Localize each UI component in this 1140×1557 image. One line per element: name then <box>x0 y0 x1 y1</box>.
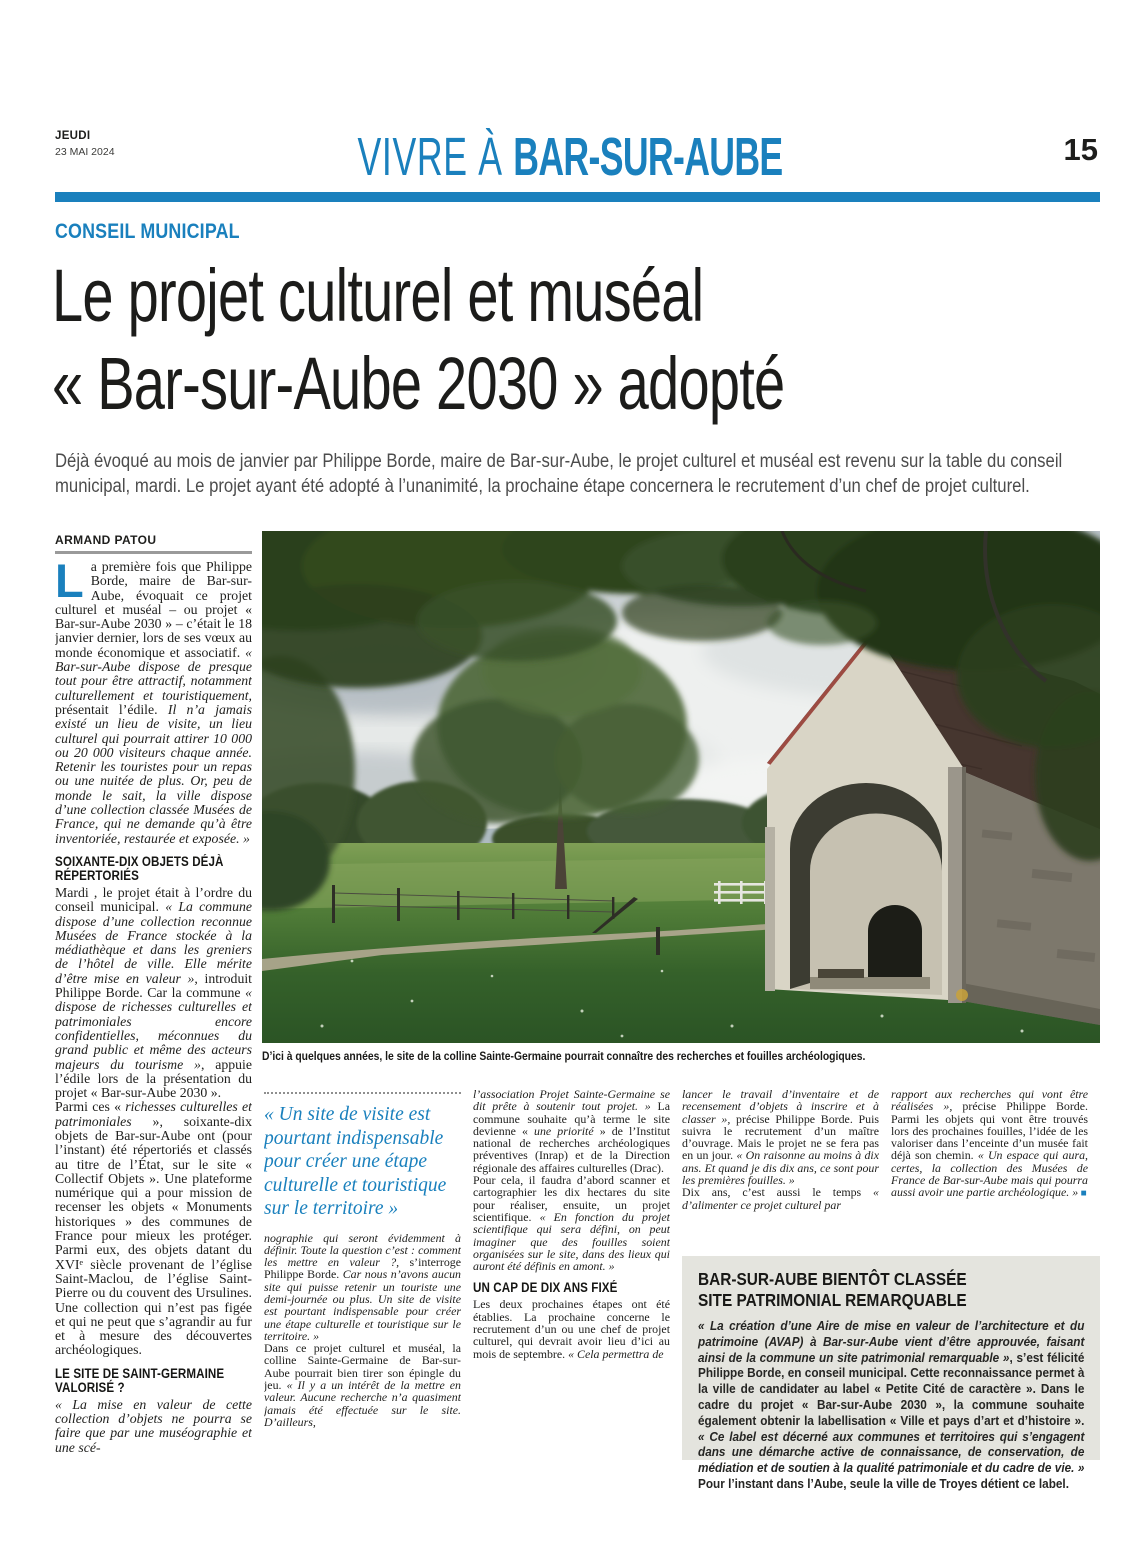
section-title-bold: BAR-SUR-AUBE <box>513 127 783 187</box>
masthead-date: 23 MAI 2024 <box>55 146 115 158</box>
body-paragraph: « La mise en valeur de cette collection d’objets ne pourra se faire que par une muséographie et une scé- <box>55 1396 252 1455</box>
info-box <box>682 1256 1100 1491</box>
section-title <box>194 126 946 188</box>
article-column-5 <box>891 1088 1088 1258</box>
byline: ARMAND PATOU <box>55 533 157 547</box>
article-column-3 <box>473 1088 670 1462</box>
end-square-icon: ■ <box>1078 1188 1087 1200</box>
article-column-1 <box>55 560 252 1460</box>
body-paragraph: La première fois que Philippe Borde, maire de Bar-sur-Aube, évoquait ce projet culturel et muséal – ou projet « Bar-sur-Aube 2030 » – c’était le 18 janvier dernier, lors de ses vœux au monde économique et associatif. « Bar-sur-Aube dispose de presque tout pour être attractif, notamment culturellement et touristiquement, présentait l’édile. Il n’a jamais existé un lieu de visite, un lieu culturel qui pourrait attirer 10 000 ou 20 000 visiteurs chaque année. Retenir les touristes pour un repas ou une nuitée de plus. Or, peu de monde le sait, la ville dispose d’une collection classée Musées de France, qui ne demande qu’à être inventoriée, restaurée et exposée. » <box>55 560 252 846</box>
pull-quote: « Un site de visite est pourtant indispensable pour créer une étape culturelle et touristique sur le territoire » <box>264 1104 447 1219</box>
info-box-body: « La création d’une Aire de mise en valeur de l’architecture et du patrimoine (AVAP) à Bar-sur-Aube vient d’être approuvée, faisant ainsi de la commune un site patrimonial remarquable », s’est félicité Philippe Borde, en conseil municipal. Cette reconnaissance permet à la ville de candidater au label « Petite Cité de caractère ». Dans le cadre du projet « Bar-sur-Aube 2030 », la commune souhaite également obtenir la labellisation « Ville et pays d’art et d’histoire ». « Ce label est décerné aux communes et territoires qui s’engagent dans une démarche active de connaissance, de conservation, de médiation et de soutien à la qualité patrimoniale et du cadre de vie. » Pour l’instant dans l’Aube, seule la ville de Troyes détient ce label. <box>698 1318 1085 1491</box>
byline-rule <box>55 551 252 554</box>
page-number: 15 <box>1063 132 1098 167</box>
body-paragraph: Les deux prochaines étapes ont été établies. La prochaine concerne le recrutement d’un ou une chef de projet culturel, qui devrait avoir lieu d’ici au mois de septembre. « Cela permettra de <box>473 1297 670 1361</box>
body-paragraph: Parmi ces « richesses culturelles et patrimoniales », soixante-dix objets de Bar-sur-Aube ont (pour l’instant) été répertoriés et classés au titre de l’État, sur le site « Collectif Objets ». Une plateforme numérique qui a pour mission de recenser les objets « Monuments historiques » des communes de France pour mieux les protéger. Parmi eux, des objets datant du XVIᵉ siècle provenant de l’église Saint-Maclou, de l’église Saint-Pierre ou du couvent des Ursulines. Une collection qui n’est pas figée et qui ne peut que s’agrandir au fur et à mesure des découvertes archéologiques. <box>55 1099 252 1358</box>
column-subhead: SOIXANTE-DIX OBJETS DÉJÀ RÉPERTORIÉS <box>55 853 224 883</box>
accent-bar <box>55 192 1100 202</box>
pullquote-rule <box>264 1092 461 1094</box>
chapel-inner-door <box>868 905 922 987</box>
chapel-left-post <box>765 827 775 991</box>
body-paragraph: Dix ans, c’est aussi le temps « d’alimenter ce projet culturel par <box>682 1185 879 1212</box>
photo-caption: D’ici à quelques années, le site de la colline Sainte-Germaine pourrait connaître des recherches et fouilles archéologiques. <box>262 1051 866 1063</box>
lede: Déjà évoqué au mois de janvier par Philippe Borde, maire de Bar-sur-Aube, le projet culturel et muséal est revenu sur la table du conseil municipal, mardi. Le projet ayant été adopté à l’unanimité, la prochaine étape concernera le recrutement d’un chef de projet culturel. <box>55 451 1063 497</box>
kicker: CONSEIL MUNICIPAL <box>55 220 240 243</box>
article-column-4 <box>682 1088 879 1254</box>
info-box-title-line2: SITE PATRIMONIAL REMARQUABLE <box>698 1289 967 1310</box>
article-photo <box>262 531 1100 1043</box>
section-title-light: VIVRE À <box>357 127 514 187</box>
body-paragraph: l’association Projet Sainte-Germaine se dit prête à soutenir tout projet. » La commune souhaite qu’à terme le site devienne « une priorité » de l’Institut national de recherches archéologiques préventives (Inrap) et de la Direction régionale des affaires culturelles (Drac). <box>473 1088 670 1175</box>
photo-illustration <box>262 531 1100 1043</box>
info-box-title-line1: BAR-SUR-AUBE BIENTÔT CLASSÉE <box>698 1269 967 1289</box>
article-column-2 <box>264 1088 461 1462</box>
body-paragraph: lancer le travail d’inventaire et de recensement d’objets à inscrire et à classer », précise Philippe Borde. Puis suivra le recrutement d’un maître d’ouvrage. Mais le projet ne se fera pas en un jour. « On raisonne au moins à dix ans. Et quand je dis dix ans, ce sont pour les premières fouilles. » <box>682 1088 879 1188</box>
body-paragraph: Dans ce projet culturel et muséal, la colline Sainte-Germaine de Bar-sur-Aube pourrait bien tirer son épingle du jeu. « Il y a un intérêt de la mettre en valeur. Aucune recherche n’a quasiment jamais été effectuée sur le site. D’ailleurs, <box>264 1341 461 1429</box>
info-box-title <box>698 1269 1085 1310</box>
body-paragraph: Mardi , le projet était à l’ordre du conseil municipal. « La commune dispose d’une collection reconnue Musées de France stockée à la médiathèque et dans les greniers de l’hôtel de ville. Elle mérite d’être mise en valeur », introduit Philippe Borde. Car la commune « dispose de richesses culturelles et patrimoniales encore confidentielles, méconnues du grand public et même des acteurs majeurs du tourisme », appuie l’édile lors de la présentation du projet « Bar-sur-Aube 2030 ». <box>55 884 252 1101</box>
drop-cap: L <box>55 560 84 607</box>
headline: Le projet culturel et muséal « Bar-sur-Aube 2030 » adopté <box>52 254 785 425</box>
body-paragraph: rapport aux recherches qui vont être réalisées », précise Philippe Borde. Parmi les objets qui vont être trouvés lors des prochaines fouilles, l’idée de les valoriser dans l’enceinte d’un musée fait déjà son chemin. « Un espace qui aura, certes, la collection des Musées de France de Bar-sur-Aube mais qui pourra aussi avoir une partie archéologique. » ■ <box>891 1088 1088 1200</box>
column-subhead: LE SITE DE SAINT-GERMAINE VALORISÉ ? <box>55 1365 225 1395</box>
body-paragraph: nographie qui seront évidemment à définir. Toute la question c’est : comment les mettre en valeur ?, s’interroge Philippe Borde. Car nous n’avons aucun site qui puisse retenir un touriste une demi-journée ou plus. Un site de visite est pourtant indispensable pour créer une étape culturelle et touristique sur le territoire. » <box>264 1230 461 1343</box>
chapel-bench <box>818 969 864 978</box>
masthead-day: JEUDI <box>55 130 91 142</box>
body-paragraph: Pour cela, il faudra d’abord scanner et cartographier les dix hectares du site pour réaliser, ensuite, un projet scientifique. « En fonction du projet scientifique qui sera défini, on peut imaginer que des fouilles soient organisées sur le site, dans des lieux qui auront été définis en amont. » <box>473 1173 670 1274</box>
column-subhead: UN CAP DE DIX ANS FIXÉ <box>473 1280 618 1296</box>
